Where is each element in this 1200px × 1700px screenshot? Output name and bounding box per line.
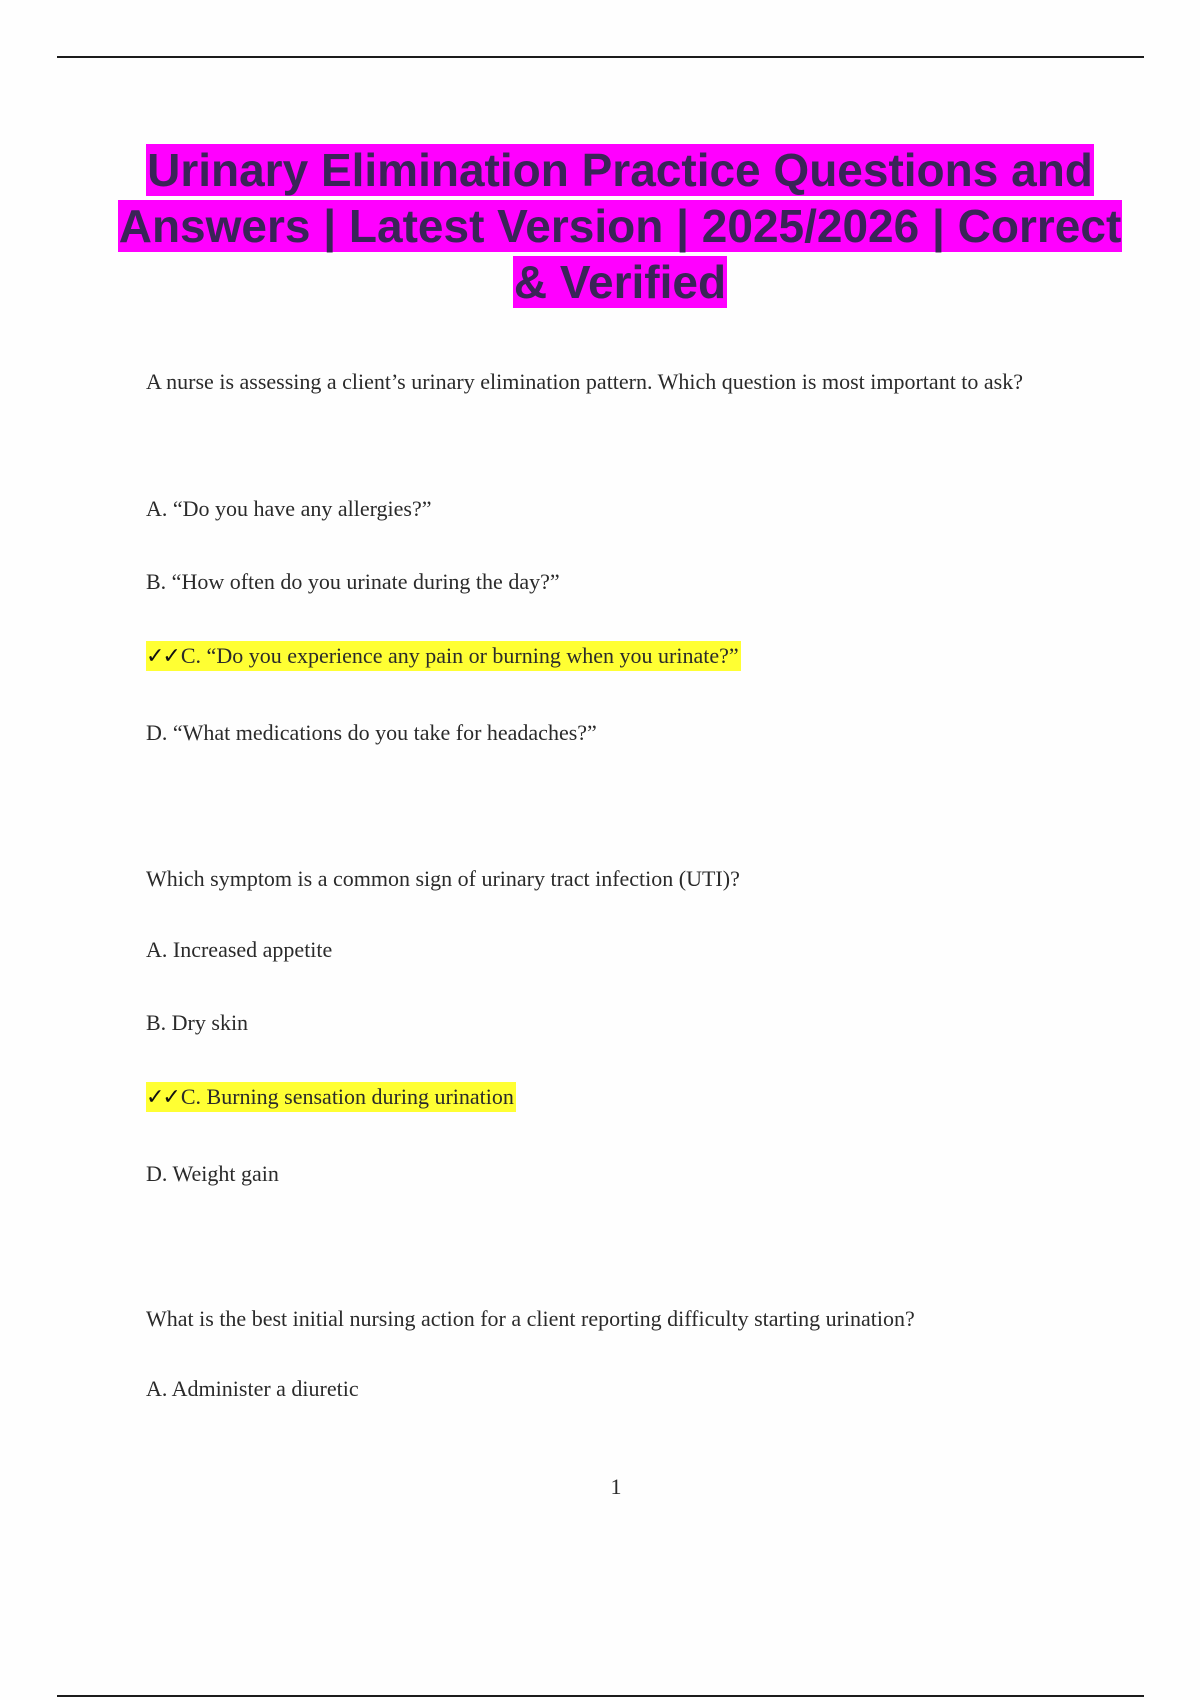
bottom-rule [57,1695,1144,1697]
correct-answer-highlight [146,641,741,671]
page-number: 1 [610,1474,622,1499]
question-1-option-c-text: C. “Do you experience any pain or burning when you urinate?” [180,643,739,668]
question-1-option-c [146,643,741,670]
question-2-option-d: D. Weight gain [146,1161,279,1186]
question-2-option-a: A. Increased appetite [146,937,333,962]
correct-answer-highlight [146,1082,516,1112]
question-1-option-a: A. “Do you have any allergies?” [146,496,432,521]
question-1-option-d: D. “What medications do you take for headaches?” [146,720,597,745]
title-highlight: Urinary Elimination Practice Questions and Answers | Latest Version | 2025/2026 | Correct & Verified [118,144,1122,308]
question-2-option-c [146,1084,516,1111]
question-3-stem: What is the best initial nursing action for a client reporting difficulty starting urination? [146,1306,915,1331]
check-mark-icon: ✓✓ [146,644,179,669]
document-title [110,142,1130,310]
question-2-option-b: B. Dry skin [146,1010,249,1035]
question-1-option-b: B. “How often do you urinate during the day?” [146,569,560,594]
question-2-stem: Which symptom is a common sign of urinary tract infection (UTI)? [146,866,740,891]
check-mark-icon: ✓✓ [146,1085,179,1110]
question-1-stem: A nurse is assessing a client’s urinary elimination pattern. Which question is most important to ask? [146,369,1024,394]
question-2-option-c-text: C. Burning sensation during urination [180,1084,514,1109]
question-3-option-a: A. Administer a diuretic [146,1376,359,1401]
top-rule [57,56,1144,58]
